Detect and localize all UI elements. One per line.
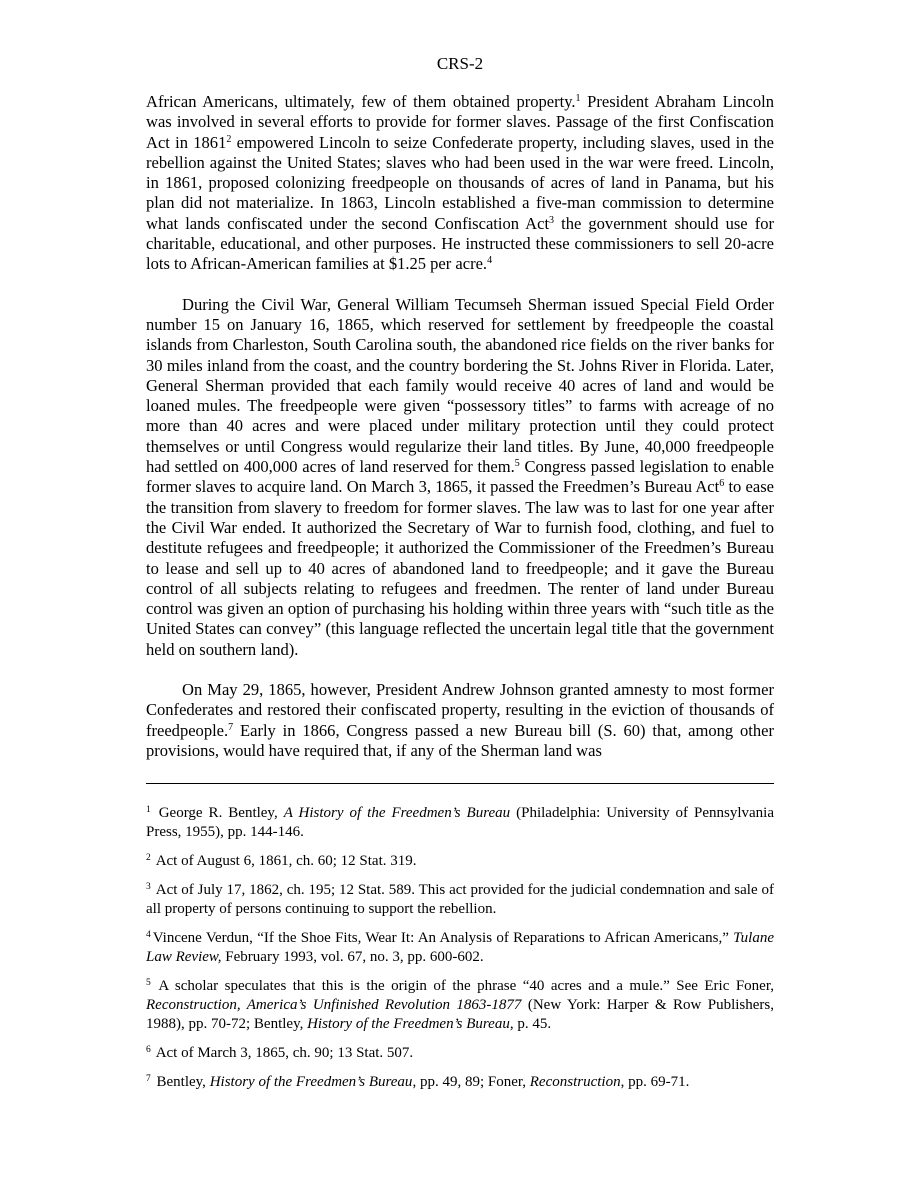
text-run: President Abraham Lincoln was involved in several efforts to provide for former slaves. Passage of the first Confiscation Act in 1861	[146, 92, 774, 152]
footnote-number: 2	[146, 853, 151, 864]
text-run: empowered Lincoln to seize Confederate property, including slaves, used in the rebellion against the United States; slaves who had been used in the war were freed. Lincoln, in 1861, proposed colonizing freedpeople on thousands of acres of land in Panama, but his plan did not materialize. In 1863, Lincoln established a five-man commission to determine what lands confiscated under the second Confiscation Act	[146, 132, 774, 233]
italic-title: Tulane Law Review,	[146, 930, 774, 966]
italic-title: History of the Freedmen’s Bureau	[209, 1074, 413, 1091]
footnotes	[146, 804, 774, 1092]
text-run: Act of August 6, 1861, ch. 60; 12 Stat. 319.	[155, 853, 417, 870]
paragraph-3	[146, 680, 774, 761]
footnote-ref: 7	[228, 721, 234, 733]
footnote-ref: 3	[549, 214, 555, 226]
footnote-number: 6	[146, 1045, 151, 1056]
footnote-4	[146, 929, 774, 967]
text-run: George R. Bentley,	[158, 805, 284, 822]
footnote-7	[146, 1073, 774, 1092]
footnote-ref: 6	[719, 478, 725, 490]
text-run: A scholar speculates that this is the origin of the phrase “40 acres and a mule.” See Eric Foner,	[158, 978, 774, 995]
footnote-3	[146, 881, 774, 919]
text-run: During the Civil War, General William Tecumseh Sherman issued Special Field Order number 15 on January 16, 1865, which reserved for settlement by freedpeople the coastal islands from Charleston, South Carolina south, the abandoned rice fields on the river banks for 30 miles inland from the coast, and the country bordering the St. Johns River in Florida. Later, General Sherman provided that each family would receive 40 acres of land and would be loaned mules. The freedpeople were given “possessory titles” to farms with acreage of no more than 40 acres and were placed under military protection until they could protect themselves or until Congress would regularize their land titles. By June, 40,000 freedpeople had settled on 400,000 acres of land reserved for them.	[146, 294, 774, 477]
text-run: Vincene Verdun, “If the Shoe Fits, Wear It: An Analysis of Reparations to African Americans,”	[152, 930, 734, 947]
italic-title: History of the Freedmen’s Bureau	[307, 1016, 510, 1033]
text-run: the government should use for charitable, educational, and other purposes. He instructed these commissioners to sell 20-acre lots to African-American families at $1.25 per acre.	[146, 213, 774, 274]
text-run: , p. 45.	[509, 1016, 552, 1033]
text-run: Bentley,	[156, 1074, 210, 1091]
footnote-ref: 4	[487, 255, 493, 267]
footnote-number: 7	[146, 1074, 151, 1085]
text-run: On May 29, 1865, however, President Andrew Johnson granted amnesty to most former Confederates and restored their confiscated property, resulting in the eviction of thousands of freedpeople.	[146, 680, 774, 740]
footnote-6	[146, 1044, 774, 1063]
footnote-ref: 2	[226, 133, 232, 145]
text-run: (New York: Harper & Row Publishers, 1988), pp. 70-72; Bentley,	[146, 997, 775, 1033]
footnote-number: 3	[146, 882, 151, 893]
paragraph-2	[146, 295, 774, 660]
footnote-1	[146, 804, 774, 842]
text-run: Act of July 17, 1862, ch. 195; 12 Stat. 589. This act provided for the judicial condemnation and sale of all property of persons continuing to support the rebellion.	[146, 882, 774, 918]
text-run: , pp. 69-71.	[620, 1074, 690, 1091]
footnote-number: 5	[146, 978, 151, 989]
text-run: African Americans, ultimately, few of them obtained property.	[146, 92, 576, 111]
text-run: Early in 1866, Congress passed a new Bureau bill (S. 60) that, among other provisions, would have required that, if any of the Sherman land was	[146, 720, 774, 760]
footnote-number: 1	[146, 805, 151, 816]
text-run: , pp. 49, 89; Foner,	[412, 1074, 530, 1091]
footnote-ref: 1	[575, 93, 581, 104]
text-run: Act of March 3, 1865, ch. 90; 13 Stat. 507.	[155, 1045, 414, 1062]
footnote-number: 4	[146, 930, 151, 941]
italic-title: Reconstruction	[529, 1074, 621, 1091]
footnote-2	[146, 852, 774, 871]
text-run: Congress passed legislation to enable former slaves to acquire land. On March 3, 1865, it passed the Freedmen’s Bureau Act	[146, 457, 774, 497]
page-header: CRS-2	[436, 54, 484, 73]
footnote-ref: 5	[514, 458, 520, 470]
italic-title: A History of the Freedmen’s Bureau	[283, 805, 511, 822]
footnote-5	[146, 977, 774, 1034]
body-text	[146, 92, 774, 761]
italic-title: Reconstruction, America’s Unfinished Revolution 1863-1877	[146, 997, 522, 1014]
paragraph-1	[146, 92, 774, 275]
text-run: (Philadelphia: University of Pennsylvania Press, 1955), pp. 144-146.	[146, 805, 774, 841]
text-run: February 1993, vol. 67, no. 3, pp. 600-602.	[221, 949, 484, 966]
text-run: to ease the transition from slavery to freedom for former slaves. The law was to last for one year after the Civil War ended. It authorized the Secretary of War to furnish food, clothing, and fuel to destitute refugees and freedpeople; it authorized the Commissioner of the Freedmen’s Bureau to lease and sell up to 40 acres of abandoned land to freedpeople; and it gave the Bureau control of all subjects relating to refugees and freedmen. The renter of land under Bureau control was given an option of purchasing his holding within three years with “such title as the United States can convey” (this language reflected the uncertain legal title that the government held on southern land).	[146, 477, 774, 659]
footnote-separator	[146, 783, 774, 784]
